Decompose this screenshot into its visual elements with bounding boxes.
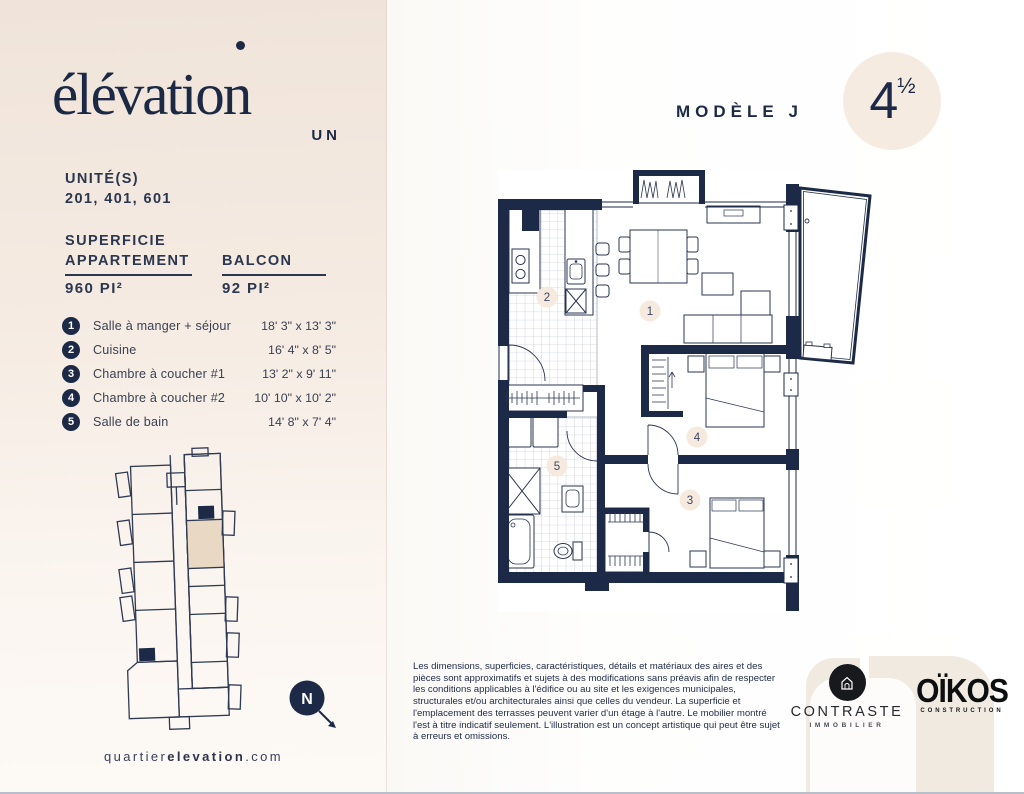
room-legend-row [62,365,336,383]
key-plan-highlighted-unit [186,519,224,568]
nightstand-icon [764,356,780,372]
washer-icon [506,416,531,447]
toilet-icon [573,542,582,560]
plan-number-living: 1 [646,306,654,318]
room-legend-row [62,341,336,359]
nightstand-icon [688,356,704,372]
room-dimensions: 16' 4" x 8' 5" [268,343,336,357]
room-label: Chambre à coucher #2 [93,391,226,405]
room-number-badge: 2 [62,341,80,359]
apartment-area-value: 960 PI² [65,280,124,297]
balcony-area-value: 92 PI² [222,280,271,297]
room-dimensions: 14' 8" x 7' 4" [268,415,336,429]
coffee-table-icon [702,273,733,295]
dryer-icon [533,416,558,447]
oikos-name: OÏKOS [916,673,1008,710]
key-plan-core-icon [198,506,214,520]
sofa-chaise-icon [741,291,770,315]
unit-size-badge [843,52,941,150]
badge-fraction: ½ [897,73,916,98]
oikos-logo [910,673,1014,714]
brand-logo: élévation [52,61,251,127]
room-number-badge: 4 [62,389,80,407]
room-legend-row [62,413,336,431]
floor-plan [480,160,880,625]
room-dimensions: 10' 10" x 10' 2" [254,391,336,405]
stove-icon [512,249,529,283]
plan-number-bedroom1: 3 [686,495,694,507]
contraste-subtitle: IMMOBILIER [809,722,885,729]
units-value: 201, 401, 601 [65,191,172,207]
website-link[interactable] [0,749,387,764]
balcony-column-label: BALCON [222,253,326,276]
chair-icon [687,237,698,252]
contraste-name: CONTRASTE [790,704,904,720]
disclaimer-text: Les dimensions, superficies, caractéristiques, détails et matériaux des aires et des pièces sont approximatifs et sujets à des modifications sans préavis afin de respecter les conditions applicables à l'édifice ou au site et les exigences municipales, structurales et/ou architecturales ainsi que celles du vendeur. La superficie et l'emplacement des terrasses peuvent varier d'un étage à l'autre. Le mobilier montré l'est à titre indicatif seulement. L'illustration est un concept artistique qui peut être sujet à erreurs et omissions. [413,661,780,743]
room-number-badge: 1 [62,317,80,335]
room-dimensions: 13' 2" x 9' 11" [262,367,336,381]
website-suffix: .com [245,749,284,764]
chair-icon [619,237,630,252]
badge-main-number: 4 [869,72,897,130]
room-legend [62,317,336,437]
plan-number-bathroom: 5 [553,461,561,473]
page-fold-divider [386,0,387,794]
chair-icon [687,259,698,274]
website-prefix: quartier [103,749,168,764]
contraste-house-icon [829,664,866,701]
contraste-logo [787,664,907,729]
area-section-label: SUPERFICIE [65,233,167,249]
fridge-icon [522,210,539,231]
oikos-subtitle: CONSTRUCTION [920,708,1004,714]
website-highlight: elevation [167,749,246,764]
room-dimensions: 18' 3" x 13' 3" [261,319,336,333]
room-number-badge: 3 [62,365,80,383]
plan-number-kitchen: 2 [543,292,551,304]
north-label: N [301,691,313,708]
logo-dot [236,41,245,50]
dining-table-icon [630,230,687,283]
room-legend-row [62,317,336,335]
brand-logo-sub: UN [311,127,341,144]
model-label: MODÈLE J [676,102,803,121]
chair-icon [619,259,630,274]
apartment-column-label: APPARTEMENT [65,253,192,276]
key-plan-core-icon [139,648,155,662]
room-label: Salle à manger + séjour [93,319,231,333]
room-number-badge: 5 [62,413,80,431]
room-label: Chambre à coucher #1 [93,367,226,381]
balcony [800,188,870,363]
walkin-closet [605,508,649,572]
tv-console-icon [707,206,760,223]
units-label: UNITÉ(S) [65,171,140,187]
sofa-icon [684,315,772,343]
north-arrow-icon [281,676,345,736]
stool-icon [596,264,609,276]
stool-icon [596,285,609,297]
room-label: Cuisine [93,343,137,357]
room-legend-row [62,389,336,407]
room-label: Salle de bain [93,415,169,429]
stool-icon [596,243,609,255]
nightstand-icon [764,551,780,567]
plan-number-bedroom2: 4 [693,432,701,444]
nightstand-icon [690,551,706,567]
